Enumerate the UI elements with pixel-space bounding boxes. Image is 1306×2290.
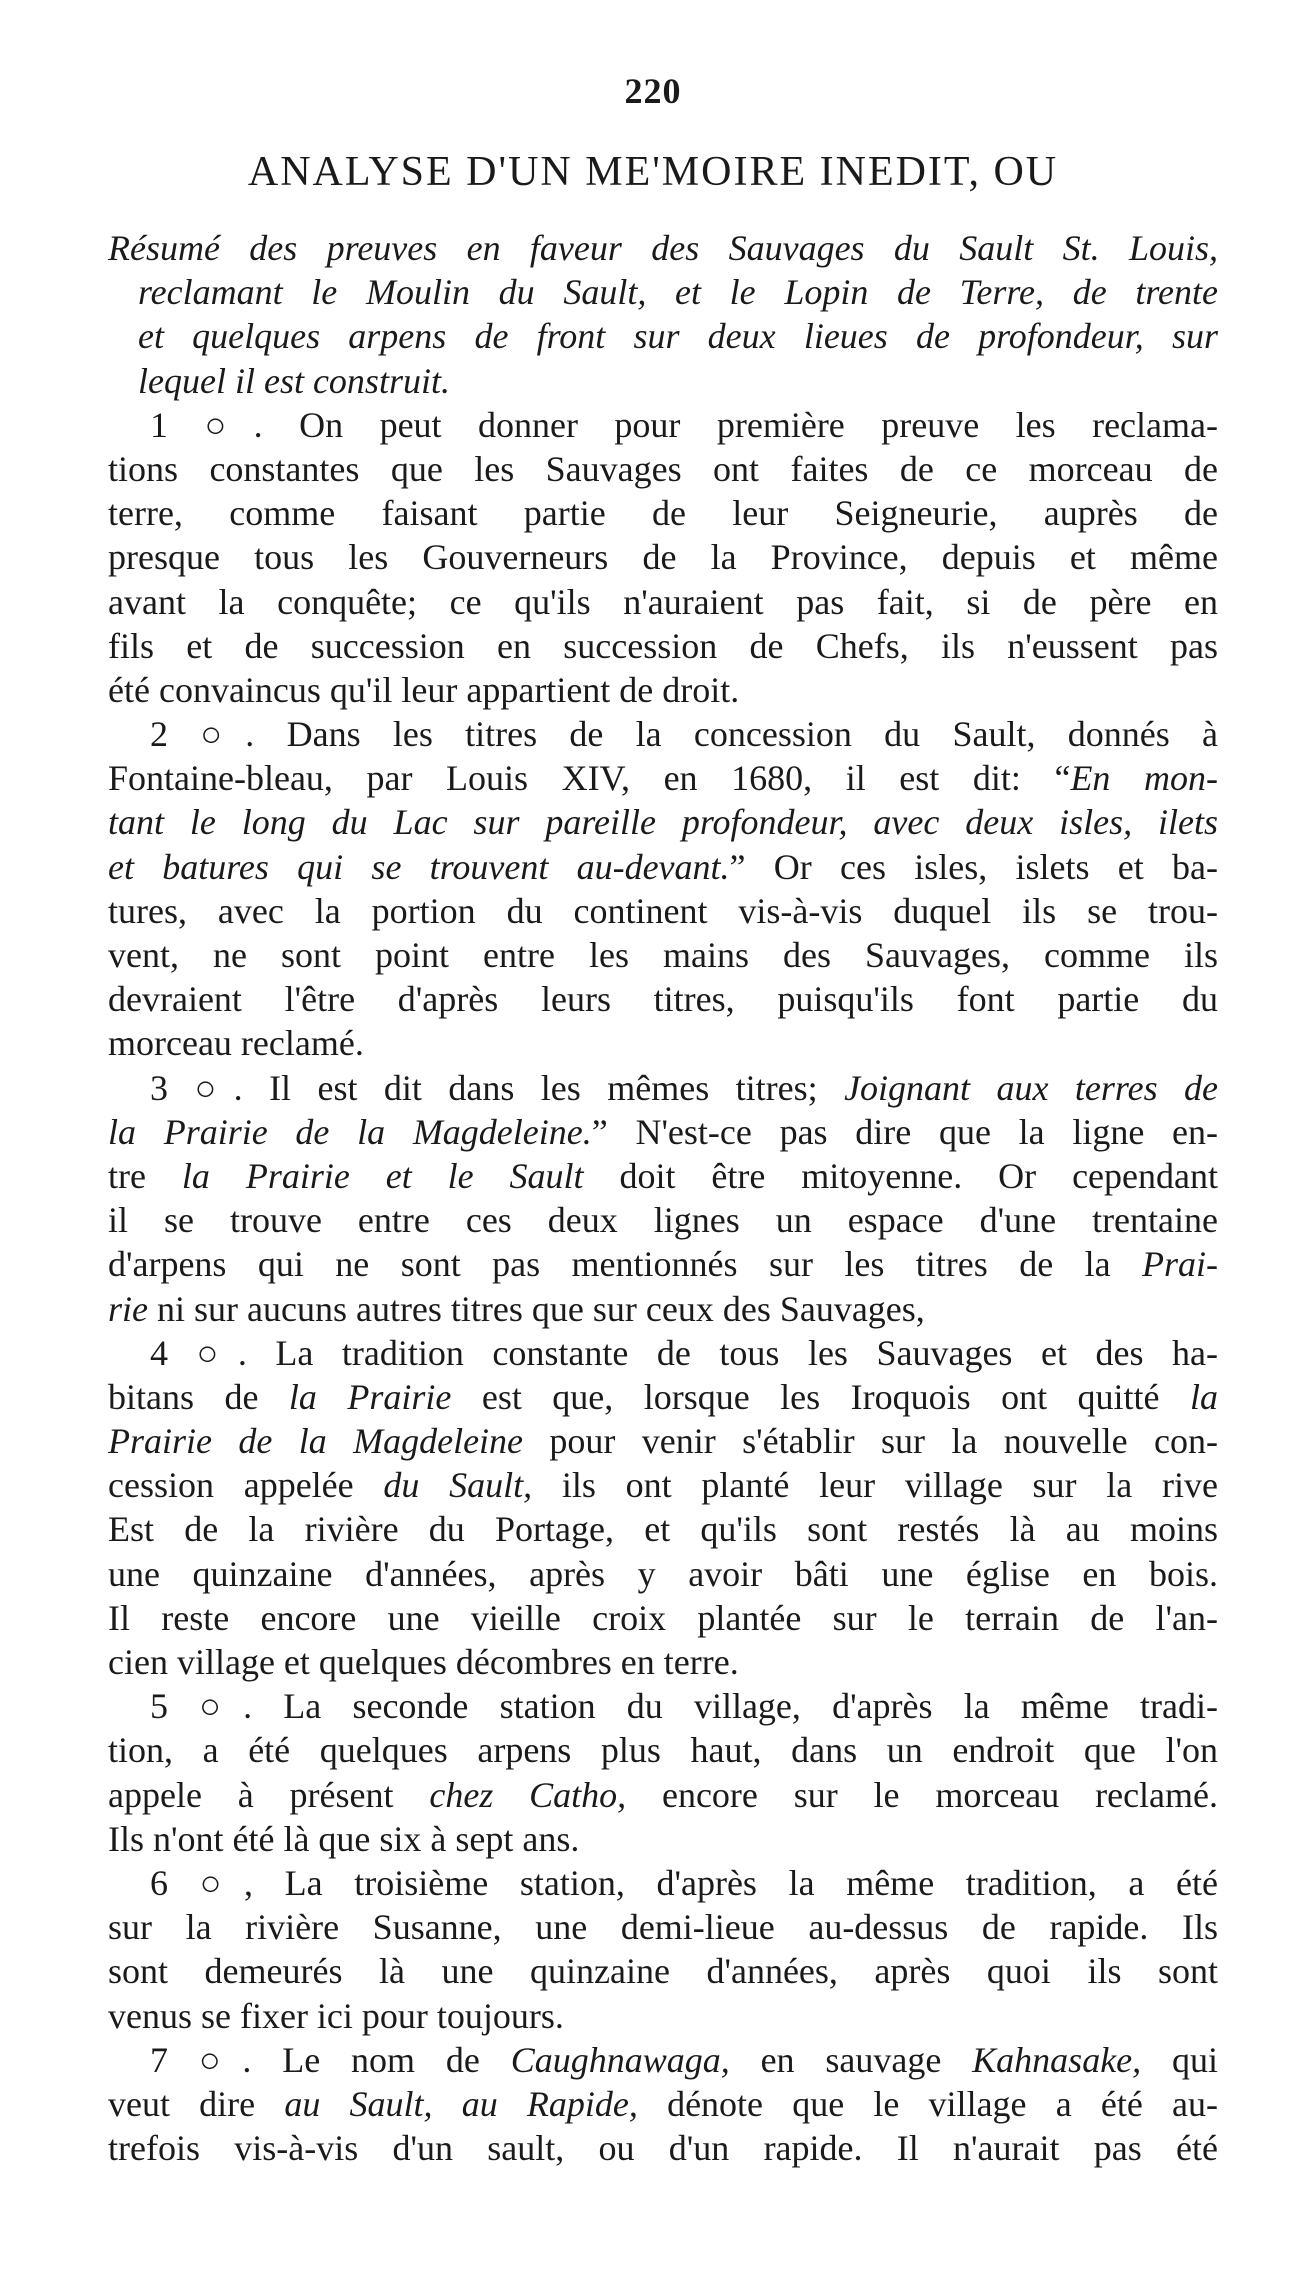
summary-line: lequel il est construit. (138, 360, 450, 401)
italic-run: Caughnawaga, (510, 2039, 730, 2080)
italic-run: la (1189, 1376, 1218, 1417)
text-line (108, 1419, 1218, 1463)
text-run: tions constantes que les Sauvages ont faites de ce morceau de (108, 448, 1218, 489)
text-run: ” Or ces isles, islets et ba- (729, 846, 1218, 887)
quote-run: tant le long du Lac sur pareille profondeur, avec deux isles, ilets (108, 802, 1218, 843)
text-run: 1 ○. On peut donner pour première preuve les reclama- (150, 404, 1218, 445)
text-line (108, 889, 1218, 933)
text-run: presque tous les Gouverneurs de la Province, depuis et même (108, 537, 1218, 578)
page-body (108, 226, 1218, 2170)
paragraph-6 (108, 1861, 1218, 2038)
paragraph-2 (108, 712, 1218, 1066)
text-run: avant la conquête; ce qu'ils n'auraient pas fait, si de père en (108, 581, 1218, 622)
text-line (108, 977, 1218, 1021)
summary-line: reclamant le Moulin du Sault, et le Lopin de Terre, de trente (138, 272, 1218, 313)
text-line (108, 1728, 1218, 1772)
text-run: 3 ○. Il est dit dans les mêmes titres; (150, 1067, 845, 1108)
text-line (108, 2082, 1218, 2126)
text-line (108, 1110, 1218, 1154)
text-line (108, 2038, 1218, 2082)
italic-run: du Sault, (383, 1465, 533, 1506)
text-line (108, 933, 1218, 977)
page-title: ANALYSE D'UN ME'MOIRE INEDIT, OU (247, 149, 1059, 195)
text-line (108, 668, 1218, 712)
text-run: doit être mitoyenne. Or cependant (583, 1155, 1218, 1196)
text-line (108, 1242, 1218, 1286)
text-line (108, 1596, 1218, 1640)
text-run: fils et de succession en succession de Chefs, ils n'eussent pas (108, 625, 1218, 666)
text-run (433, 2084, 462, 2124)
italic-run: la Prairie (288, 1376, 452, 1417)
summary-line: et quelques arpens de front sur deux lieues de profondeur, sur (138, 316, 1218, 357)
text-run: 4 ○. La tradition constante de tous les Sauvages et des ha- (150, 1332, 1218, 1373)
text-run: tion, a été quelques arpens plus haut, dans un endroit que l'on (108, 1730, 1218, 1771)
text-run: d'arpens qui ne sont pas mentionnés sur les titres de la (108, 1244, 1142, 1285)
summary-line: Résumé des preuves en faveur des Sauvages du Sault St. Louis, (108, 228, 1218, 268)
text-line (108, 1287, 1218, 1331)
text-run: ” N'est-ce pas dire que la ligne en- (591, 1111, 1218, 1152)
text-run: devraient l'être d'après leurs titres, puisqu'ils font partie du (108, 979, 1218, 1020)
text-run: ni sur aucuns autres titres que sur ceux des Sauvages, (148, 1288, 925, 1329)
text-line (108, 624, 1218, 668)
italic-run: au Rapide, (461, 2083, 638, 2124)
italic-run: rie (108, 1288, 148, 1329)
text-run: 6 ○, La troisième station, d'après la même tradition, a été (150, 1862, 1218, 1903)
text-line (108, 491, 1218, 535)
text-run: bitans de (108, 1376, 289, 1417)
text-run: sur la rivière Susanne, une demi-lieue au-dessus de rapide. Ils (108, 1907, 1218, 1948)
text-run: appele à présent (108, 1774, 430, 1815)
text-line (108, 1640, 1218, 1684)
text-line (108, 1066, 1218, 1110)
text-run: cession appelée (108, 1465, 384, 1506)
text-line (108, 1552, 1218, 1596)
text-run: Il reste encore une vieille croix plantée sur le terrain de l'an- (108, 1597, 1218, 1638)
text-line (108, 1817, 1218, 1861)
text-run: trefois vis-à-vis d'un sault, ou d'un rapide. Il n'aurait pas été (108, 2128, 1218, 2169)
text-line (108, 447, 1218, 491)
text-run: il se trouve entre ces deux lignes un espace d'une trentaine (108, 1200, 1218, 1241)
text-run: Fontaine-bleau, par Louis XIV, en 1680, il est dit: “ (108, 758, 1071, 799)
italic-run: Kahnasake, (972, 2039, 1142, 2080)
text-run: qui (1141, 2039, 1218, 2080)
text-line (108, 1507, 1218, 1551)
text-line (108, 1949, 1218, 1993)
paragraph-1 (108, 403, 1218, 712)
text-run: sont demeurés là une quinzaine d'années, après quoi ils sont (108, 1951, 1218, 1992)
quote-run: En mon- (1070, 758, 1218, 799)
text-run: est que, lorsque les Iroquois ont quitté (451, 1376, 1190, 1417)
quote-run: la Prairie de la Magdeleine. (108, 1111, 592, 1152)
italic-run: chez Catho, (429, 1774, 627, 1815)
text-line (108, 1154, 1218, 1198)
quote-run: Joignant aux terres de (844, 1067, 1218, 1108)
text-line (108, 712, 1218, 756)
text-run: venus se fixer ici pour toujours. (108, 1995, 564, 2036)
text-run: encore sur le morceau reclamé. (626, 1774, 1219, 1815)
text-run: 7 ○. Le nom de (150, 2039, 511, 2080)
text-run: tures, avec la portion du continent vis-à-vis duquel ils se trou- (108, 890, 1218, 931)
text-run: morceau reclamé. (108, 1023, 364, 1064)
text-run: dénote que le village a été au- (637, 2083, 1218, 2124)
text-line (108, 1463, 1218, 1507)
text-line (108, 800, 1218, 844)
text-run: tre (108, 1155, 182, 1196)
text-line (108, 1773, 1218, 1817)
text-run: ils ont planté leur village sur la rive (532, 1465, 1218, 1506)
italic-run: au Sault, (284, 2083, 433, 2124)
text-line (108, 535, 1218, 579)
text-run: Est de la rivière du Portage, et qu'ils sont restés là au moins (108, 1509, 1218, 1550)
quote-run: et batures qui se trouvent au-devant. (108, 846, 730, 887)
text-line (108, 403, 1218, 447)
text-run: terre, comme faisant partie de leur Seigneurie, auprès de (108, 493, 1218, 534)
text-run: 2 ○. Dans les titres de la concession du Sault, donnés à (150, 714, 1218, 755)
text-line (108, 845, 1218, 889)
text-line (108, 1331, 1218, 1375)
text-run: 5 ○. La seconde station du village, d'après la même tradi- (150, 1686, 1218, 1727)
text-line (108, 1994, 1218, 2038)
text-line (108, 756, 1218, 800)
paragraph-3 (108, 1066, 1218, 1331)
text-line (108, 2126, 1218, 2170)
page-number: 220 (624, 71, 682, 111)
text-run: été convaincus qu'il leur appartient de droit. (108, 669, 740, 710)
text-run: une quinzaine d'années, après y avoir bâti une église en bois. (108, 1553, 1218, 1594)
text-line (108, 1021, 1218, 1065)
italic-run: la Prairie et le Sault (181, 1155, 584, 1196)
text-run: Ils n'ont été là que six à sept ans. (108, 1818, 580, 1859)
text-run: vent, ne sont point entre les mains des Sauvages, comme ils (108, 935, 1218, 975)
text-run: veut dire (108, 2083, 285, 2124)
text-line (108, 580, 1218, 624)
summary-block (108, 226, 1218, 403)
text-run: cien village et quelques décombres en terre. (108, 1642, 739, 1682)
italic-run: Prairie de la Magdeleine (108, 1421, 524, 1462)
text-line (108, 1375, 1218, 1419)
paragraph-5 (108, 1684, 1218, 1861)
italic-run: Prai- (1142, 1244, 1218, 1285)
paragraph-7 (108, 2038, 1218, 2171)
text-run: en sauvage (729, 2039, 973, 2080)
paragraph-4 (108, 1331, 1218, 1685)
text-run: pour venir s'établir sur la nouvelle con- (523, 1421, 1219, 1462)
text-line (108, 1905, 1218, 1949)
text-line (108, 1684, 1218, 1728)
text-line (108, 1861, 1218, 1905)
text-line (108, 1198, 1218, 1242)
